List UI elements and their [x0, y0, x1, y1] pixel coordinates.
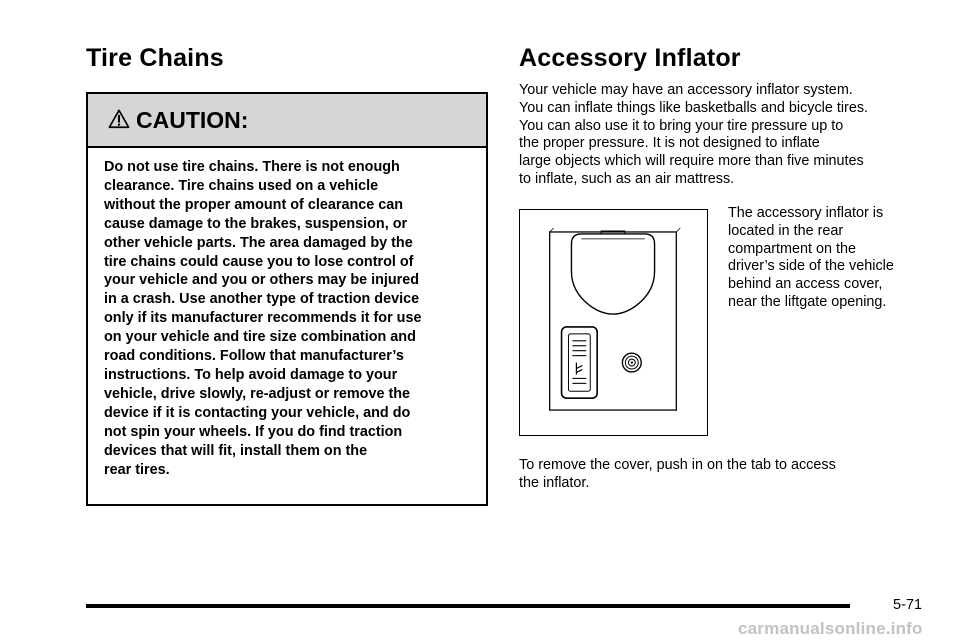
text-line: You can inflate things like basketballs and bicycle tires.: [519, 99, 869, 116]
text-line: You can also use it to bring your tire pressure up to: [519, 117, 844, 134]
caution-line: device if it is contacting your vehicle, and do: [104, 404, 411, 421]
caution-line: tire chains could cause you to lose control of: [104, 253, 414, 270]
caution-line: vehicle, drive slowly, re-adjust or remove the: [104, 385, 411, 402]
caution-line: clearance. Tire chains used on a vehicle: [104, 177, 379, 194]
text-line: To remove the cover, push in on the tab to access: [519, 457, 836, 473]
text-line: The accessory inflator is: [728, 205, 884, 221]
text-line: large objects which will require more than five minutes: [519, 153, 864, 170]
caution-line: devices that will fit, install them on the: [104, 442, 368, 459]
caution-triangle-icon: [108, 108, 130, 130]
caution-label: CAUTION:: [136, 106, 249, 133]
caution-line: not spin your wheels. If you do find traction: [104, 423, 403, 440]
caution-text: [104, 158, 474, 479]
caution-header: [88, 94, 486, 148]
location-paragraph: [728, 205, 924, 312]
caution-line: other vehicle parts. The area damaged by the: [104, 234, 413, 251]
text-line: to inflate, such as an air mattress.: [519, 170, 735, 187]
caution-box: [86, 92, 488, 506]
caution-line: instructions. To help avoid damage to your: [104, 366, 398, 383]
caution-line: rear tires.: [104, 461, 170, 478]
watermark: carmanualsonline.info: [738, 619, 923, 638]
caution-line: only if its manufacturer recommends it for use: [104, 310, 422, 327]
caution-line: Do not use tire chains. There is not enough: [104, 159, 400, 175]
caution-line: road conditions. Follow that manufacturer’s: [104, 348, 404, 365]
accessory-inflator-illustration: [519, 209, 708, 436]
caution-line: on your vehicle and tire size combination and: [104, 329, 416, 346]
text-line: compartment on the: [728, 240, 856, 257]
text-line: the proper pressure. It is not designed to inflate: [519, 135, 820, 152]
text-line: the inflator.: [519, 474, 590, 491]
caution-line: your vehicle and you or others may be injured: [104, 272, 420, 289]
text-line: located in the rear: [728, 222, 844, 239]
accessory-inflator-heading: Accessory Inflator: [519, 44, 741, 72]
caution-line: in a crash. Use another type of traction device: [104, 291, 420, 308]
page-number: 5-71: [893, 597, 923, 613]
cover-removal-paragraph: [519, 457, 919, 493]
caution-line: cause damage to the brakes, suspension, or: [104, 215, 408, 232]
text-line: behind an access cover,: [728, 276, 883, 293]
caution-line: without the proper amount of clearance can: [104, 196, 404, 213]
tire-chains-heading: Tire Chains: [86, 44, 224, 72]
intro-paragraph: [519, 82, 919, 189]
footer-rule: [86, 604, 850, 608]
inflator-drawing: [520, 210, 707, 435]
text-line: Your vehicle may have an accessory inflator system.: [519, 82, 853, 98]
text-line: near the liftgate opening.: [728, 293, 887, 310]
text-line: driver’s side of the vehicle: [728, 258, 894, 275]
